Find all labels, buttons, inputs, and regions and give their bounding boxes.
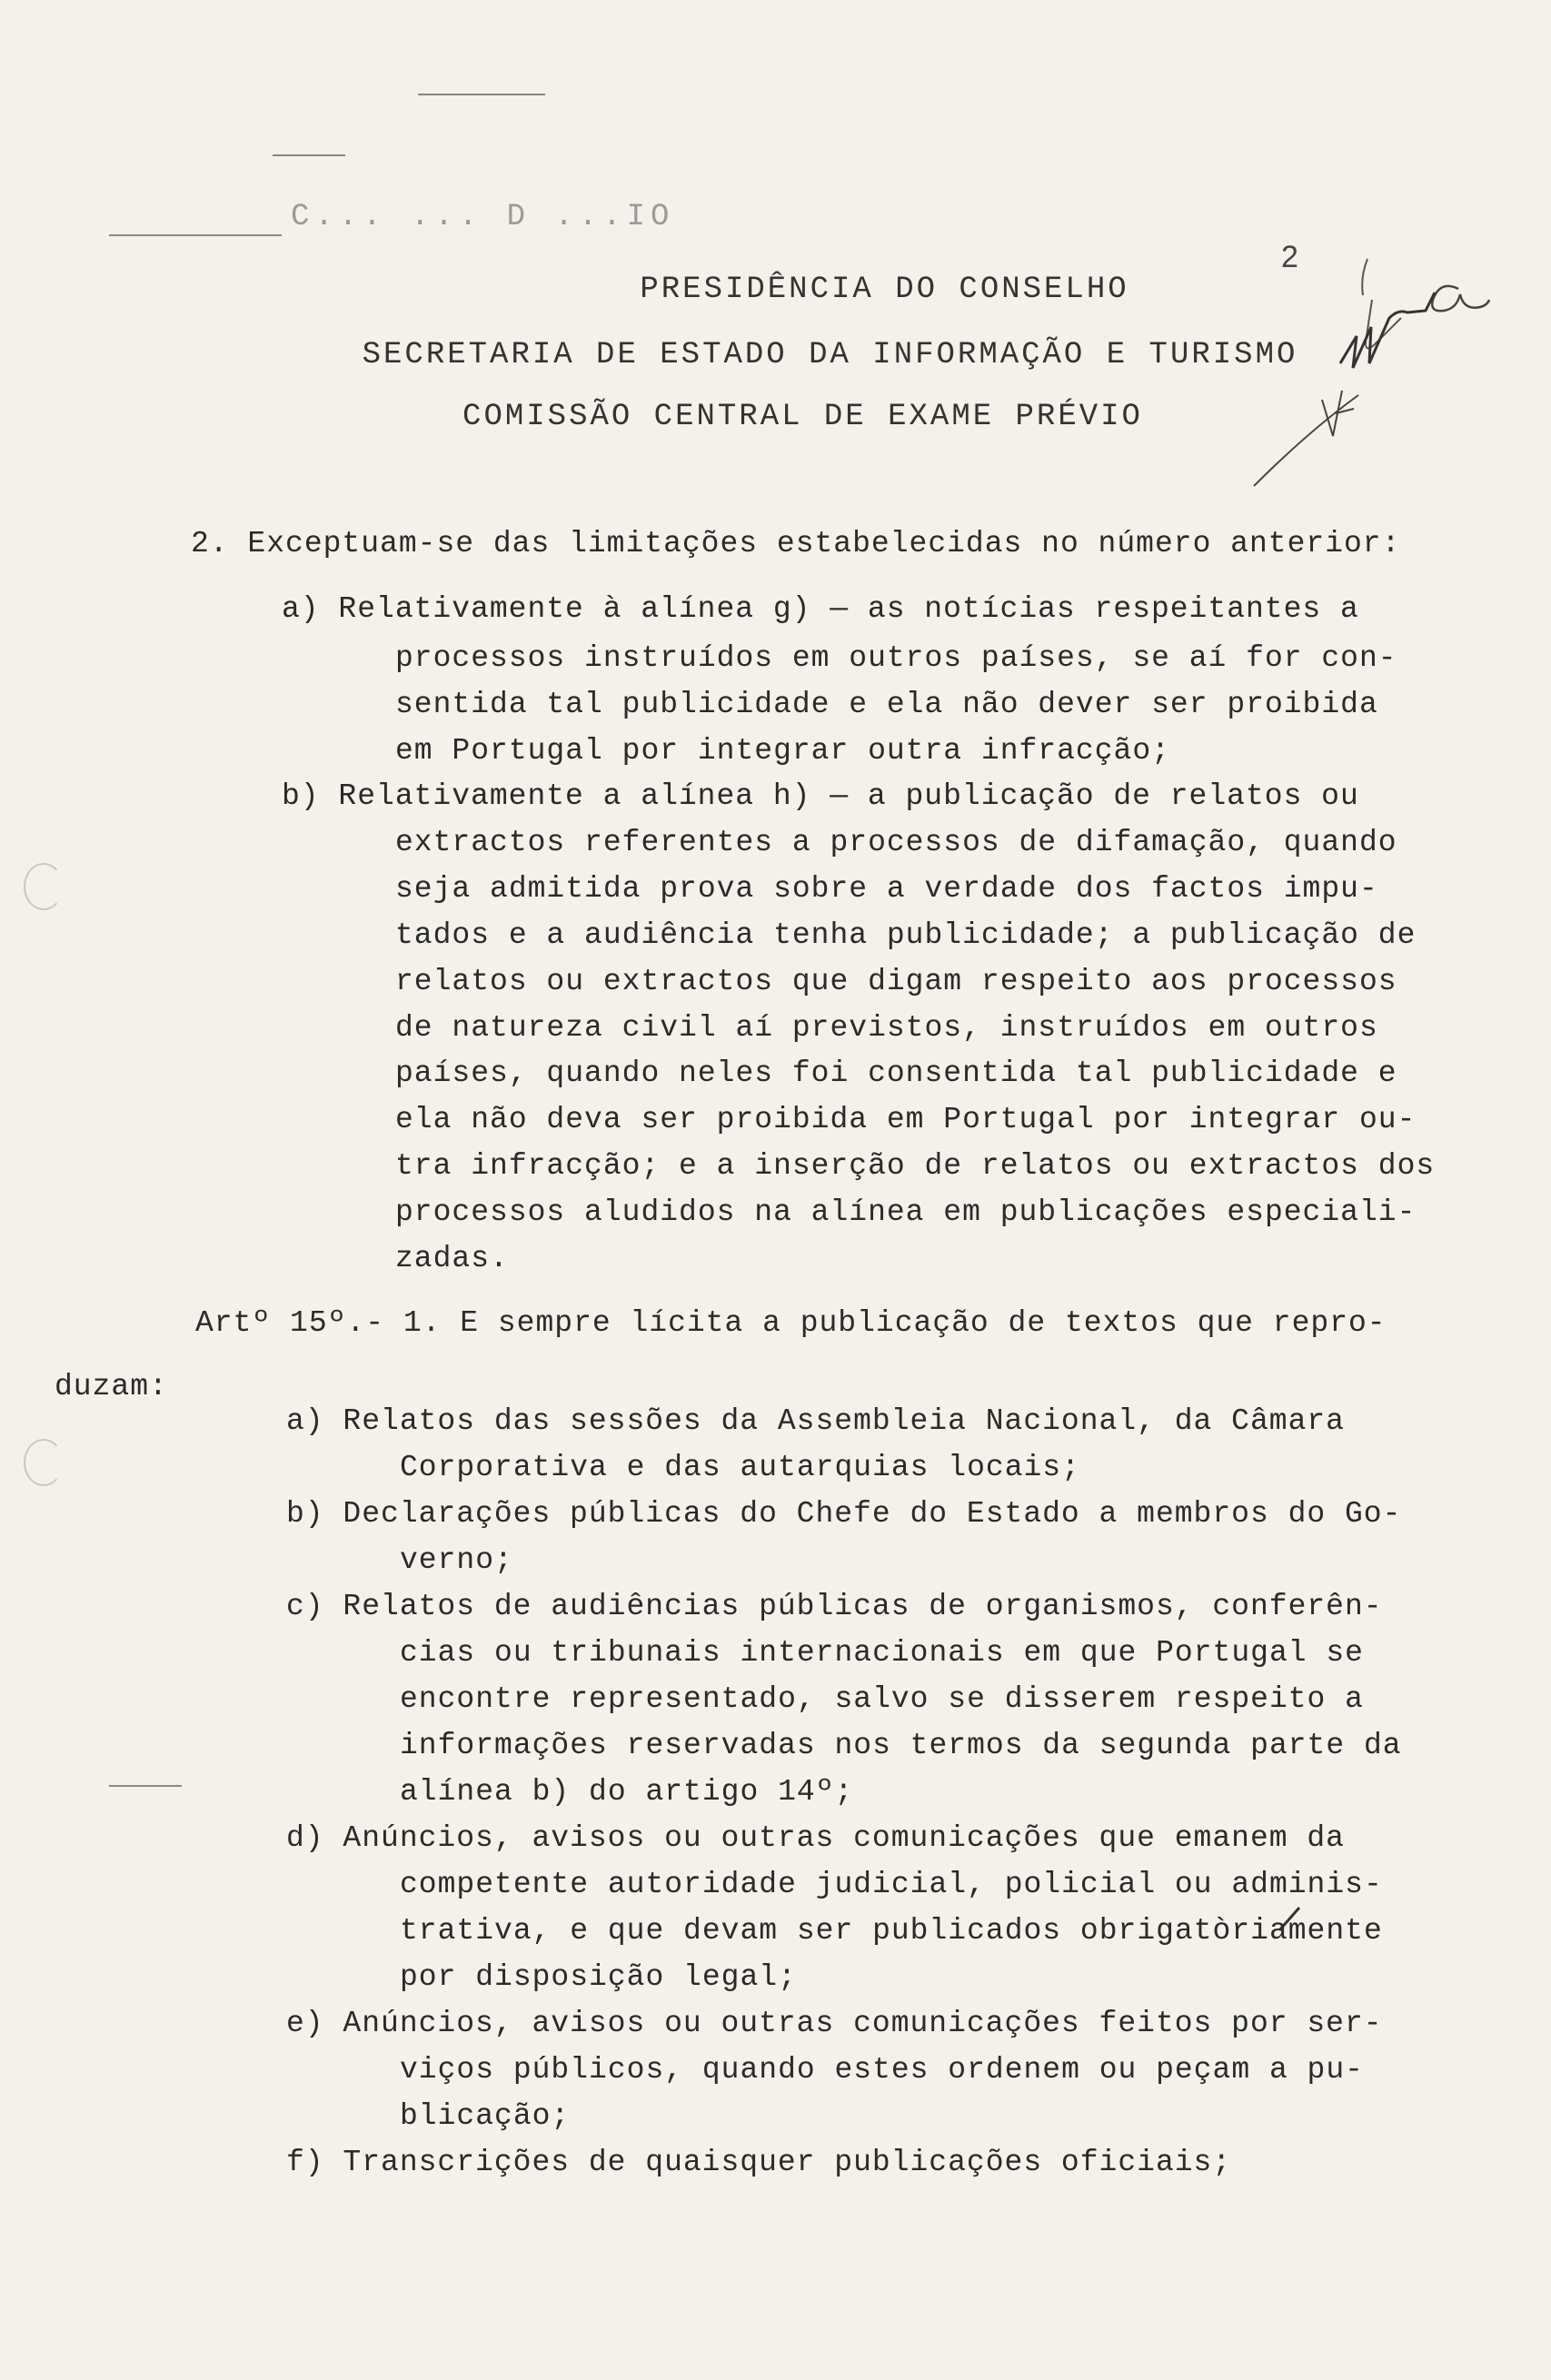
page-number: 2 <box>1281 240 1298 274</box>
body-line: por disposição legal; <box>400 1960 797 1994</box>
body-line: verno; <box>400 1543 513 1577</box>
body-line: Corporativa e das autarquias locais; <box>400 1451 1080 1484</box>
punch-hole <box>24 1439 64 1486</box>
body-line: b) Declarações públicas do Chefe do Estado a membros do Go- <box>286 1497 1402 1531</box>
body-line: f) Transcrições de quaisquer publicações oficiais; <box>286 2146 1232 2179</box>
body-line: alínea b) do artigo 14º; <box>400 1775 854 1809</box>
body-line: 2. Exceptuam-se das limitações estabelecidas no número anterior: <box>191 527 1401 560</box>
body-line: em Portugal por integrar outra infracção; <box>395 734 1170 768</box>
body-line: duzam: <box>55 1370 168 1403</box>
header-presidency: PRESIDÊNCIA DO CONSELHO <box>640 273 1129 307</box>
body-line: blicação; <box>400 2099 571 2133</box>
body-line: c) Relatos de audiências públicas de organismos, conferên- <box>286 1590 1383 1623</box>
article-heading: Artº 15º.- 1. E sempre lícita a publicação de textos que repro- <box>195 1306 1387 1340</box>
body-line: cias ou tribunais internacionais em que Portugal se <box>400 1636 1364 1670</box>
body-line: informações reservadas nos termos da segunda parte da <box>400 1729 1402 1762</box>
body-line: tra infracção; e a inserção de relatos ou extractos dos <box>395 1149 1436 1183</box>
body-line: zadas. <box>395 1242 509 1275</box>
body-line: encontre representado, salvo se disserem respeito a <box>400 1682 1364 1716</box>
body-line: processos aludidos na alínea em publicações especiali- <box>395 1195 1417 1229</box>
body-line: a) Relativamente à alínea g) — as notícias respeitantes a <box>282 592 1359 626</box>
body-line: viços públicos, quando estes ordenem ou peçam a pu- <box>400 2053 1364 2087</box>
body-line: trativa, e que devam ser publicados obrigatòriamente <box>400 1914 1383 1948</box>
body-line: ela não deva ser proibida em Portugal por integrar ou- <box>395 1103 1417 1136</box>
body-line: sentida tal publicidade e ela não dever ser proibida <box>395 688 1378 721</box>
body-line: relatos ou extractos que digam respeito aos processos <box>395 965 1397 998</box>
body-line: a) Relatos das sessões da Assembleia Nacional, da Câmara <box>286 1404 1345 1438</box>
body-line: d) Anúncios, avisos ou outras comunicações que emanem da <box>286 1821 1345 1855</box>
body-line: países, quando neles foi consentida tal publicidade e <box>395 1056 1397 1090</box>
header-commission: COMISSÃO CENTRAL DE EXAME PRÉVIO <box>462 400 1143 434</box>
body-line: tados e a audiência tenha publicidade; a publicação de <box>395 918 1417 952</box>
body-line: b) Relativamente a alínea h) — a publicação de relatos ou <box>282 779 1359 813</box>
body-line: de natureza civil aí previstos, instruídos em outros <box>395 1011 1378 1045</box>
header-secretariat: SECRETARIA DE ESTADO DA INFORMAÇÃO E TURISMO <box>362 338 1298 372</box>
faded-stamp: C... ... D ...IO <box>291 200 675 234</box>
punch-hole <box>24 863 64 910</box>
body-line: processos instruídos em outros países, se aí for con- <box>395 641 1397 675</box>
body-line: seja admitida prova sobre a verdade dos factos impu- <box>395 872 1378 906</box>
body-line: extractos referentes a processos de difamação, quando <box>395 826 1397 859</box>
body-line: e) Anúncios, avisos ou outras comunicações feitos por ser- <box>286 2007 1383 2040</box>
body-line: competente autoridade judicial, policial ou adminis- <box>400 1868 1383 1901</box>
